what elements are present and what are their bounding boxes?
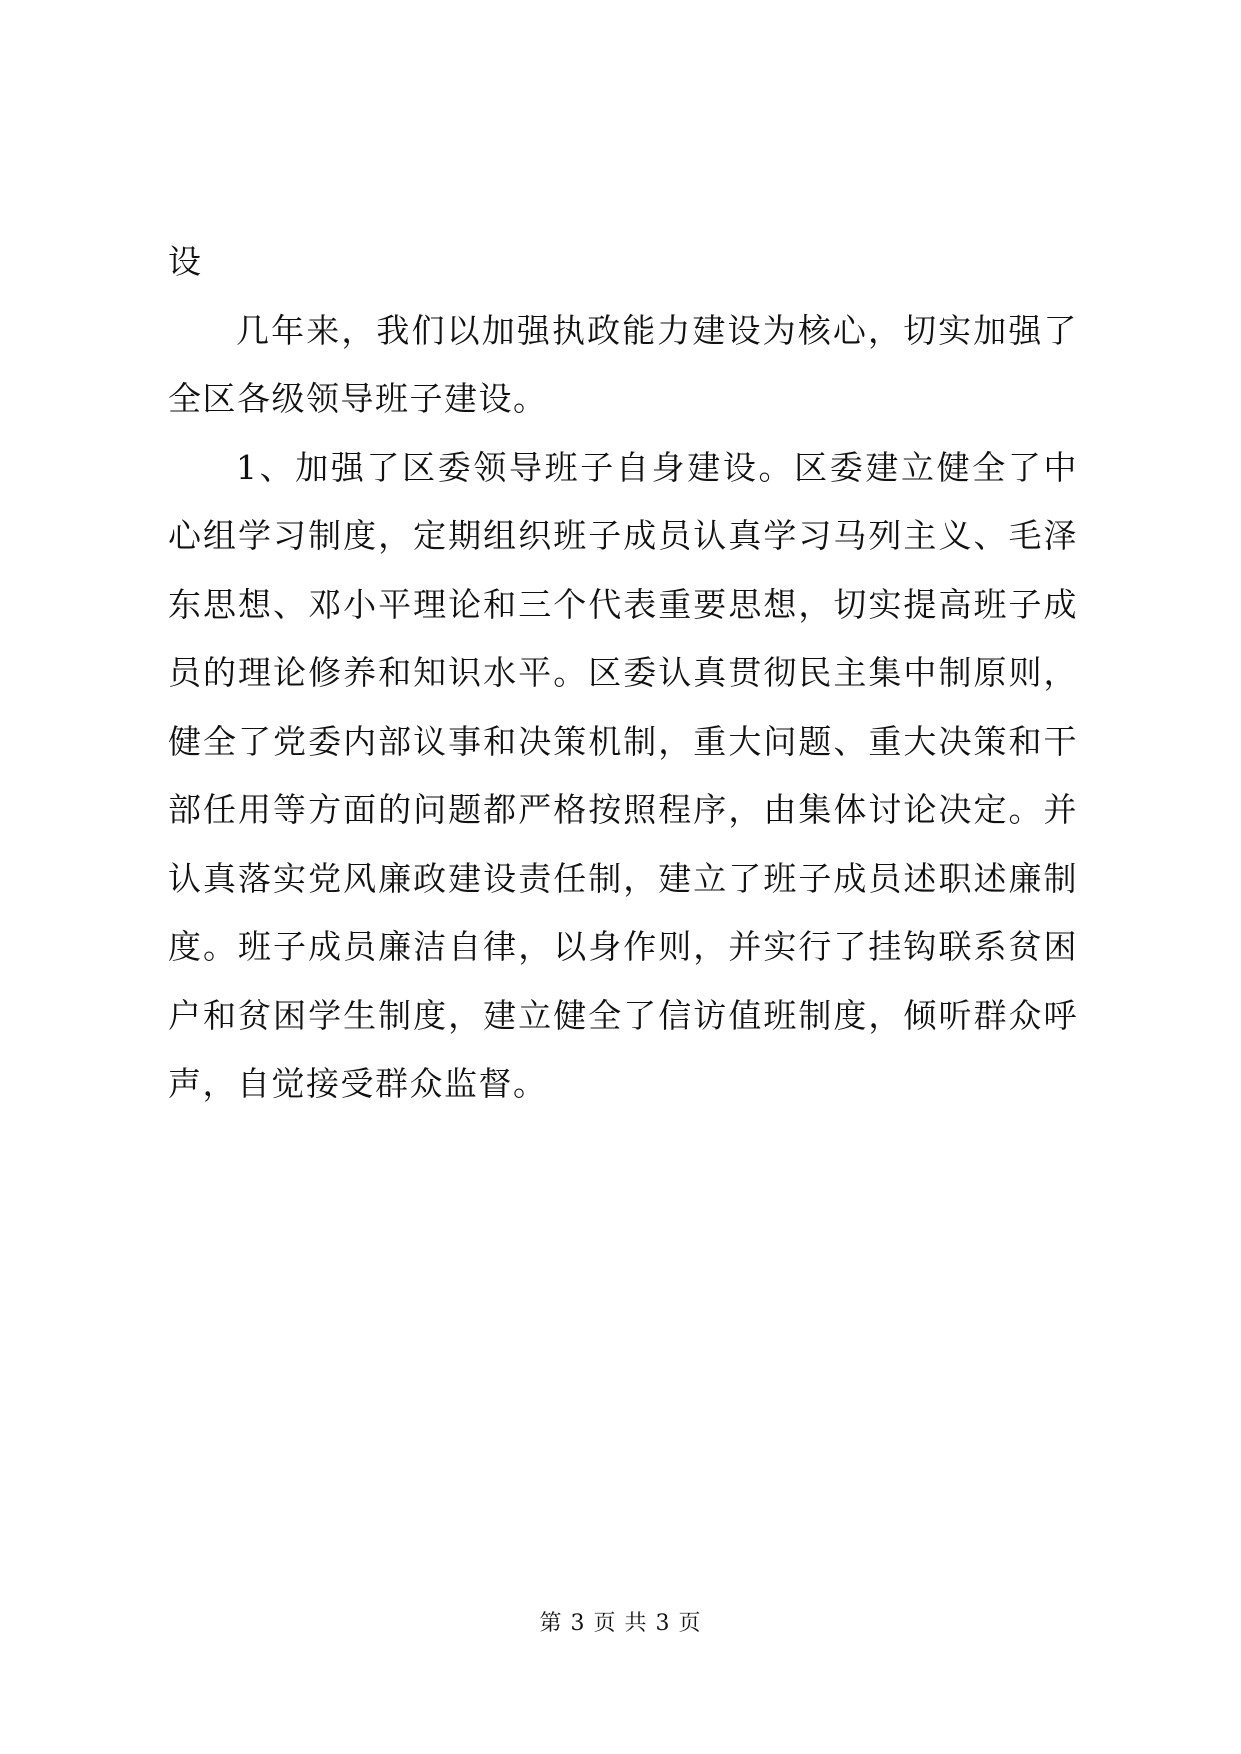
paragraph-continuation: 设 — [168, 242, 203, 281]
paragraph-item-1: 1、加强了区委领导班子自身建设。区委建立健全了中心组学习制度，定期组织班子成员认真学习马列主义、毛泽东思想、邓小平理论和三个代表重要思想，切实提高班子成员的理论修养和知识水平。区委认真贯彻民主集中制原则，健全了党委内部议事和决策机制，重大问题、重大决策和干部任用等方面的问题都严格按照程序，由集体讨论决定。并认真落实党风廉政建设责任制，建立了班子成员述职述廉制度。班子成员廉洁自律，以身作则，并实行了挂钩联系贫困户和贫困学生制度，建立健全了信访值班制度，倾听群众呼声，自觉接受群众监督。 — [168, 447, 1078, 1103]
document-body — [168, 228, 1078, 1119]
paragraph-intro: 几年来，我们以加强执政能力建设为核心，切实加强了全区各级领导班子建设。 — [168, 310, 1078, 418]
page-number-footer: 第 3 页 共 3 页 — [539, 1611, 702, 1636]
